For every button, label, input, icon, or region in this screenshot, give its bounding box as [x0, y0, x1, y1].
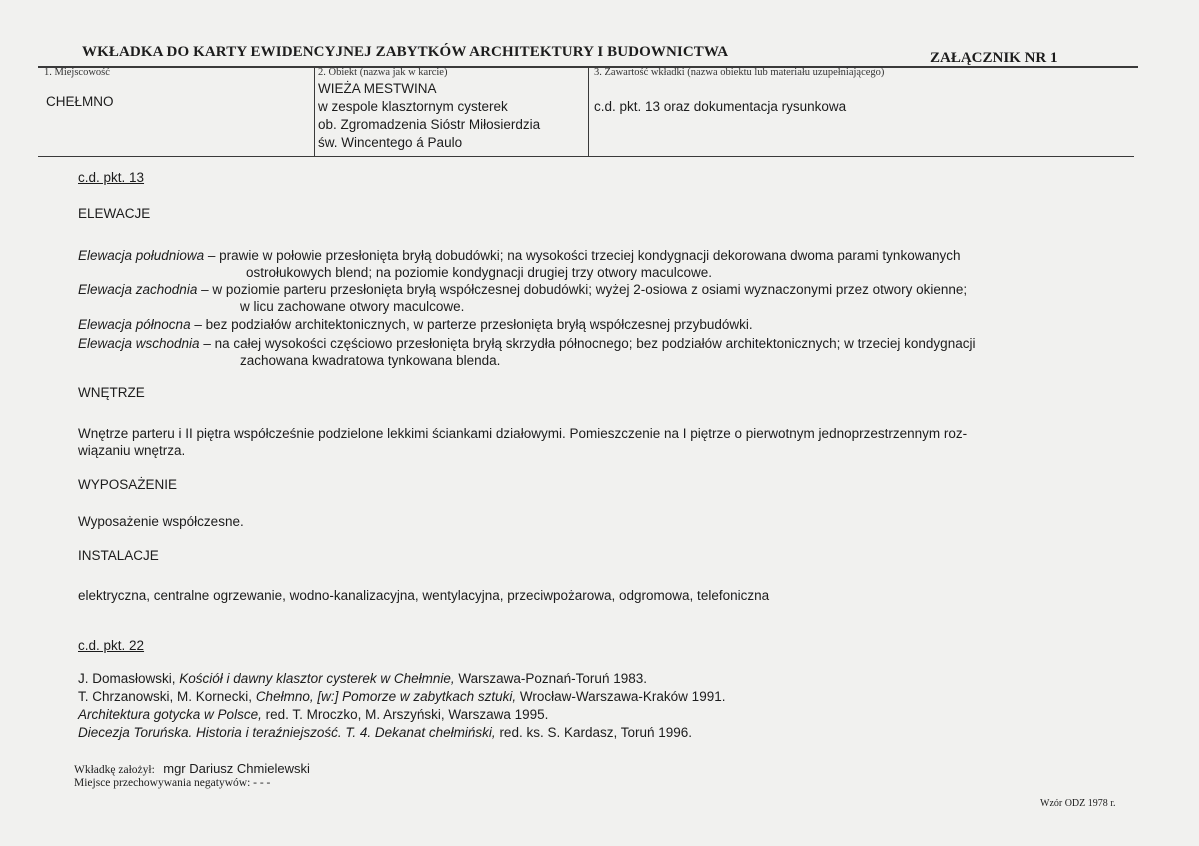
annex-number: ZAŁĄCZNIK NR 1: [930, 50, 1058, 66]
elevation-west-label: Elewacja zachodnia: [78, 282, 198, 297]
elevation-south-label: Elewacja południowa: [78, 248, 205, 263]
field-1-value: CHEŁMNO: [46, 94, 114, 109]
author-line: [74, 760, 310, 778]
bibliography-entry: J. Domasłowski, Kościół i dawny klasztor cysterek w Chełmnie, Warszawa-Poznań-Toruń 1983.: [78, 671, 647, 686]
heading-wnetrze: WNĘTRZE: [78, 385, 145, 400]
equipment-text: Wyposażenie współczesne.: [78, 514, 244, 529]
elevation-east-line-1: Elewacja wschodnia – na całej wysokości częściowo przesłonięta bryłą skrzydła północnego; bez podziałów architektonicznych; w trzeciej kondygnacji: [78, 336, 976, 351]
elevation-west-line-1: Elewacja zachodnia – w poziomie parteru przesłonięta bryłą współczesnej dobudówki; wyżej 2-osiowa z osiami wyznaczonymi przez otwory okienne;: [78, 282, 968, 297]
elevation-north-line-1: Elewacja północna – bez podziałów architektonicznych, w parterze przesłonięta bryłą współczesnej przybudówki.: [78, 317, 753, 332]
field-2-line-1: WIEŻA MESTWINA: [318, 81, 437, 96]
elevation-north-label: Elewacja północna: [78, 317, 191, 332]
bibliography-entry: T. Chrzanowski, M. Kornecki, Chełmno, [w:] Pomorze w zabytkach sztuki, Wrocław-Warszawa-Kraków 1991.: [78, 689, 726, 704]
column-divider-2: [588, 66, 589, 156]
interior-line-1: Wnętrze parteru i II piętra współcześnie podzielone lekkimi ściankami działowymi. Pomieszczenie na I piętrze o pierwotnym jednoprzestrzennym roz-: [78, 426, 968, 441]
form-template: Wzór ODZ 1978 r.: [1040, 798, 1116, 809]
elevation-west-line-2: w licu zachowane otwory maculcowe.: [240, 299, 465, 314]
field-2-label: 2. Obiekt (nazwa jak w karcie): [318, 67, 448, 78]
field-2-line-3: ob. Zgromadzenia Sióstr Miłosierdzia: [318, 117, 541, 132]
elevation-south-line-1: Elewacja południowa – prawie w połowie przesłonięta bryłą dobudówki; na wysokości trzeciej kondygnacji dekorowana dwoma parami tynkowanych: [78, 248, 961, 263]
author-label: Wkładkę założył:: [74, 764, 155, 776]
bibliography-entry: Architektura gotycka w Polsce, red. T. Mroczko, M. Arszyński, Warszawa 1995.: [78, 707, 549, 722]
field-2-line-2: w zespole klasztornym cysterek: [318, 99, 508, 114]
section-ref-13: c.d. pkt. 13: [78, 170, 145, 185]
field-1-label: 1. Miejscowość: [44, 67, 110, 78]
header-bottom-rule: [38, 156, 1134, 157]
bibliography-entry: Diecezja Toruńska. Historia i teraźniejszość. T. 4. Dekanat chełmiński, red. ks. S. Kardasz, Toruń 1996.: [78, 725, 693, 740]
field-2-line-4: św. Wincentego á Paulo: [318, 135, 463, 150]
heading-wyposazenie: WYPOSAŻENIE: [78, 477, 178, 492]
field-3-label: 3. Zawartość wkładki (nazwa obiektu lub materiału uzupełniającego): [594, 67, 885, 78]
author-name: mgr Dariusz Chmielewski: [163, 761, 310, 776]
elevation-east-label: Elewacja wschodnia: [78, 336, 200, 351]
interior-line-2: wiązaniu wnętrza.: [78, 443, 186, 458]
field-3-value: c.d. pkt. 13 oraz dokumentacja rysunkowa: [594, 99, 847, 114]
elevation-east-line-2: zachowana kwadratowa tynkowana blenda.: [240, 353, 501, 368]
installations-text: elektryczna, centralne ogrzewanie, wodno-kanalizacyjna, wentylacyjna, przeciwpożarowa, odgromowa, telefoniczna: [78, 588, 770, 603]
column-divider-1: [314, 66, 315, 156]
section-ref-22: c.d. pkt. 22: [78, 638, 145, 653]
document-title: WKŁADKA DO KARTY EWIDENCYJNEJ ZABYTKÓW ARCHITEKTURY I BUDOWNICTWA: [82, 44, 729, 60]
elevation-south-line-2: ostrołukowych blend; na poziomie kondygnacji drugiej trzy otwory maculcowe.: [246, 265, 712, 280]
negatives-location: Miejsce przechowywania negatywów: - - -: [74, 777, 271, 789]
heading-elewacje: ELEWACJE: [78, 206, 151, 221]
heading-instalacje: INSTALACJE: [78, 548, 159, 563]
